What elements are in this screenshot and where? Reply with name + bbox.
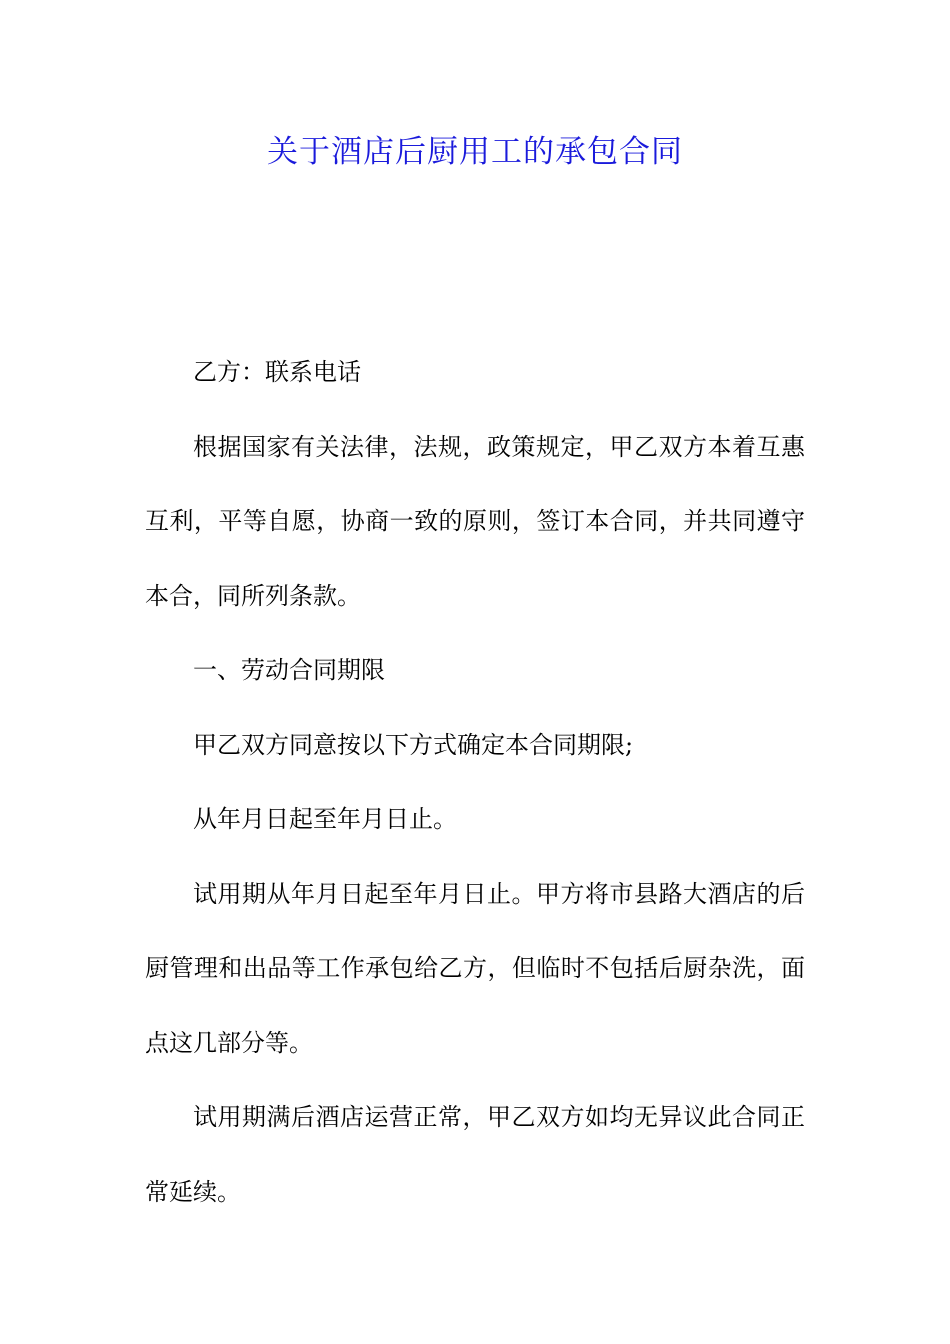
term-dates-paragraph: 从年月日起至年月日止。: [193, 805, 457, 833]
document-title: 关于酒店后厨用工的承包合同: [267, 134, 683, 170]
document-body: [145, 335, 805, 1229]
continuation-paragraph: 试用期满后酒店运营正常，甲乙双方如均无异议此合同正常延续。: [145, 1103, 805, 1206]
term-agreement-paragraph: 甲乙双方同意按以下方式确定本合同期限;: [193, 730, 634, 759]
section-heading-contract-term: 一、劳动合同期限: [193, 656, 385, 684]
preamble-paragraph: 根据国家有关法律，法规，政策规定，甲乙双方本着互惠互利，平等自愿，协商一致的原则，签订本合同，并共同遵守本合，同所列条款。: [145, 432, 805, 610]
probation-paragraph: 试用期从年月日起至年月日止。甲方将市县路大酒店的后厨管理和出品等工作承包给乙方，但临时不包括后厨杂洗，面点这几部分等。: [145, 879, 805, 1057]
party-b-contact-line: 乙方：联系电话: [193, 358, 361, 386]
